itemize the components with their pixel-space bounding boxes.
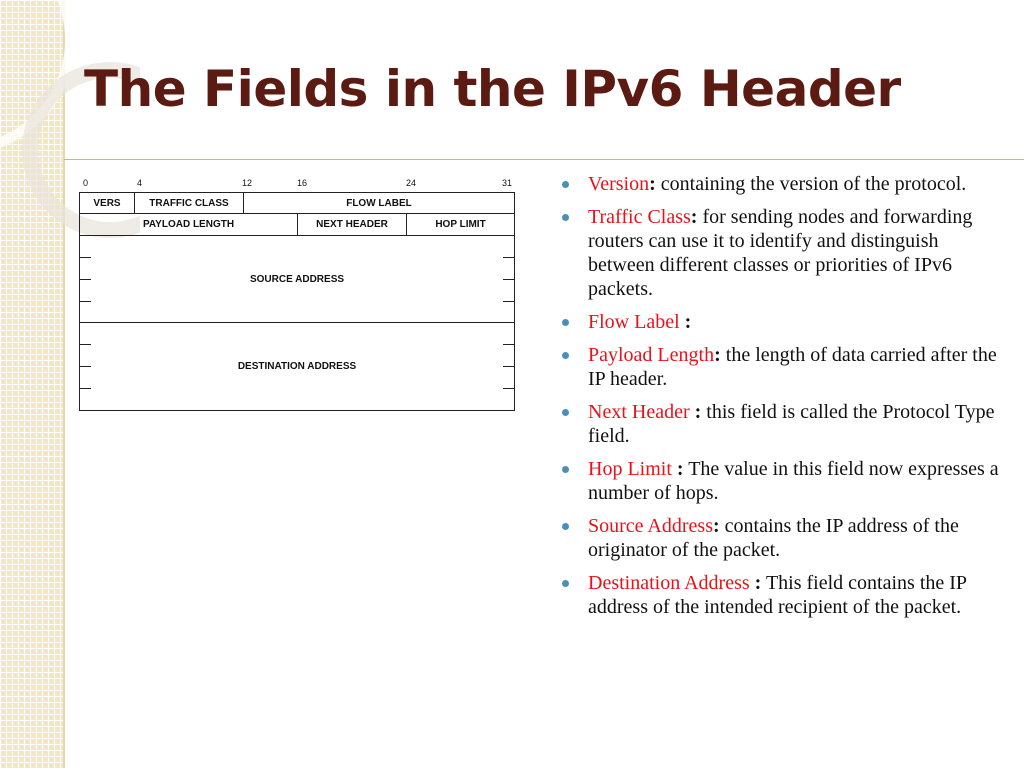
field-term: Traffic Class	[588, 206, 691, 228]
slide-title: The Fields in the IPv6 Header	[84, 60, 901, 118]
bullet-icon	[562, 466, 569, 473]
field-next-header: NEXT HEADER	[298, 214, 407, 235]
field-description: contains the IP address of the originator of the packet.	[588, 515, 959, 561]
field-description: This field contains the IP address of the intended recipient of the packet.	[588, 572, 967, 618]
bullet-icon	[562, 409, 569, 416]
field-hop-limit: HOP LIMIT	[435, 219, 486, 230]
field-description: this field is called the Protocol Type field.	[588, 401, 995, 447]
field-term: Payload Length	[588, 344, 715, 366]
list-item	[562, 310, 1002, 334]
field-description: containing the version of the protocol.	[655, 173, 967, 195]
term-colon: :	[714, 344, 721, 366]
list-item	[562, 343, 1002, 391]
field-traffic-class: TRAFFIC CLASS	[135, 193, 244, 213]
bullet-icon	[562, 319, 569, 326]
field-description: The value in this field now expresses a number of hops.	[588, 458, 999, 504]
field-source-address	[79, 235, 515, 323]
bullet-icon	[562, 352, 569, 359]
field-description-list	[562, 172, 1002, 628]
bit-number-12: 12	[242, 178, 253, 188]
bullet-icon	[562, 523, 569, 530]
word-tick	[79, 257, 91, 258]
bullet-icon	[562, 181, 569, 188]
word-tick	[503, 388, 515, 389]
term-colon: :	[649, 173, 656, 195]
field-vers: VERS	[80, 193, 135, 213]
term-colon: :	[671, 458, 684, 480]
field-payload-length: PAYLOAD LENGTH	[80, 214, 298, 235]
word-tick	[79, 344, 91, 345]
source-address-label: SOURCE ADDRESS	[249, 273, 345, 285]
word-tick	[503, 279, 515, 280]
word-tick	[79, 279, 91, 280]
word-tick	[503, 366, 515, 367]
header-row-2	[79, 213, 515, 236]
field-destination-address	[79, 322, 515, 411]
term-colon: :	[689, 401, 702, 423]
bit-number-16: 16	[297, 178, 308, 188]
word-tick	[503, 344, 515, 345]
field-description: for sending nodes and forwarding routers can use it to identify and distinguish between different classes or priorities of IPv6 packets.	[588, 206, 973, 300]
word-tick	[79, 301, 91, 302]
bit-number-24: 24	[406, 178, 417, 188]
field-term: Flow Label	[588, 311, 680, 333]
field-flow-label: FLOW LABEL	[346, 197, 412, 209]
title-divider	[64, 159, 1024, 160]
field-term: Next Header	[588, 401, 690, 423]
term-colon: :	[749, 572, 762, 594]
ipv6-header-diagram	[78, 178, 518, 414]
word-tick	[79, 388, 91, 389]
term-colon: :	[690, 206, 698, 228]
term-colon: :	[712, 515, 720, 537]
term-colon: :	[679, 311, 692, 333]
list-item	[562, 172, 1002, 196]
destination-address-label: DESTINATION ADDRESS	[237, 361, 357, 372]
bullet-icon	[562, 214, 569, 221]
bit-number-4: 4	[137, 178, 143, 188]
field-term: Source Address	[588, 515, 713, 537]
field-term: Destination Address	[588, 572, 750, 594]
bit-number-31: 31	[502, 178, 513, 188]
list-item	[562, 514, 1002, 562]
field-term: Version	[588, 173, 650, 195]
bullet-icon	[562, 580, 569, 587]
list-item	[562, 571, 1002, 619]
field-term: Hop Limit	[588, 458, 672, 480]
list-item	[562, 205, 1002, 301]
header-row-1	[79, 192, 515, 214]
word-tick	[79, 366, 91, 367]
bit-number-0: 0	[83, 178, 89, 188]
list-item	[562, 457, 1002, 505]
word-tick	[503, 301, 515, 302]
list-item	[562, 400, 1002, 448]
field-description: the length of data carried after the IP header.	[588, 344, 997, 390]
word-tick	[503, 257, 515, 258]
